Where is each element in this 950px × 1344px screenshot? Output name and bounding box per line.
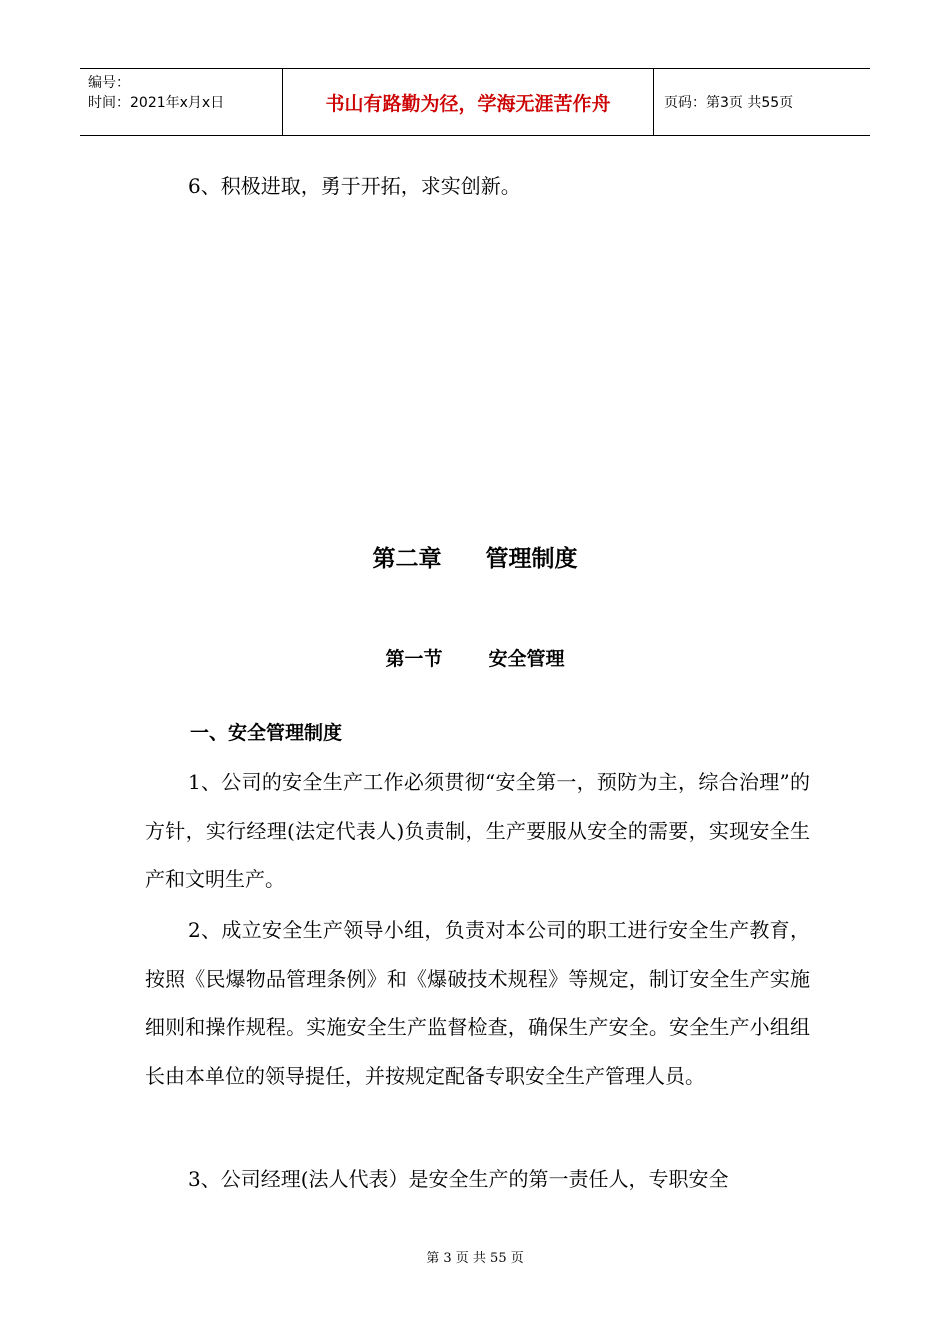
- section-title: [0, 644, 950, 671]
- section-name: 安全管理: [488, 648, 565, 670]
- subsection-title: 一、安全管理制度: [190, 722, 343, 744]
- chapter-title: [0, 540, 950, 573]
- section-number: 第一节: [385, 648, 443, 670]
- chapter-name: 管理制度: [485, 546, 578, 572]
- document-number-label: 编号：: [88, 75, 130, 91]
- header-meta: [80, 69, 282, 135]
- paragraph-2: 2、成立安全生产领导小组，负责对本公司的职工进行安全生产教育，按照《民爆物品管理条例》和《爆破技术规程》等规定，制订安全生产实施细则和操作规程。实施安全生产监督检查，确保生产安全。安全生产小组组长由本单位的领导提任，并按规定配备专职安全生产管理人员。: [145, 918, 810, 1088]
- header-page-info: 页码：第3页 共55页: [664, 95, 794, 111]
- header-motto: 书山有路勤为径，学海无涯苦作舟: [282, 69, 654, 135]
- chapter-number: 第二章: [372, 546, 442, 572]
- document-time-label: 时间：2021年x月x日: [88, 95, 225, 111]
- paragraph-1: 1、公司的安全生产工作必须贯彻“安全第一，预防为主，综合治理”的方针，实行经理(法定代表人)负责制，生产要服从安全的需要，实现安全生产和文明生产。: [145, 770, 810, 891]
- paragraph-3: 3、公司经理(法人代表）是安全生产的第一责任人，专职安全: [188, 1167, 729, 1191]
- page-footer: 第 3 页 共 55 页: [426, 1251, 524, 1266]
- page-header: [80, 68, 870, 136]
- list-item-6: 6、积极进取，勇于开拓，求实创新。: [188, 174, 521, 198]
